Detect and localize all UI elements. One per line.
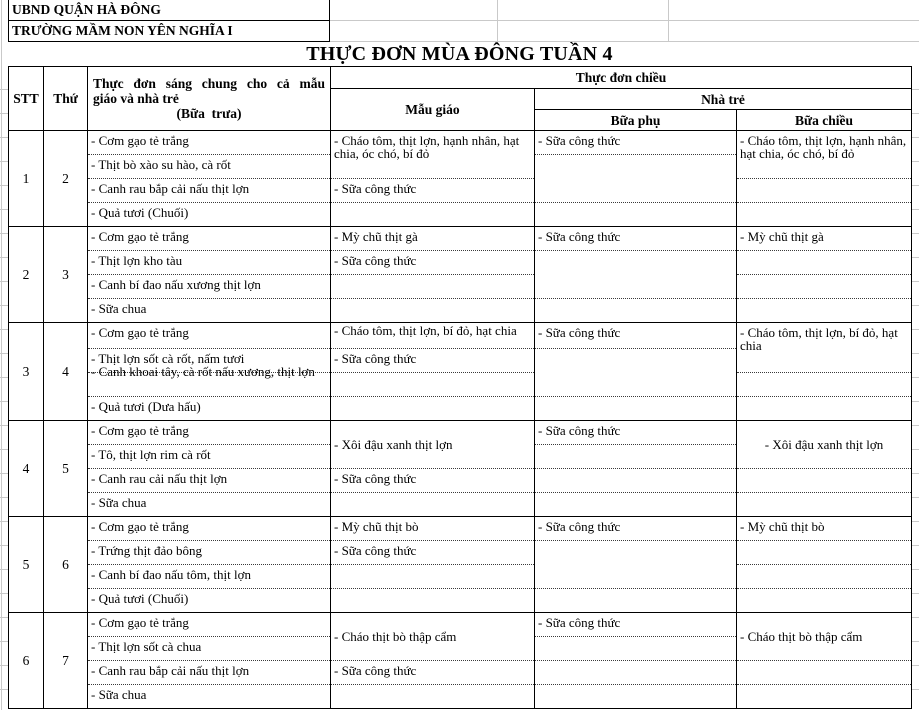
col-header-afternoon[interactable]: Thực đơn chiều: [331, 67, 912, 89]
stt-cell[interactable]: 2: [9, 227, 44, 323]
maugiao-menu-cell[interactable]: [331, 275, 535, 299]
gridline: [912, 66, 919, 710]
buaphu-menu-cell[interactable]: [535, 349, 737, 397]
col-header-morning[interactable]: [88, 67, 331, 131]
menu-item-text: - Sữa công thức: [538, 133, 621, 148]
menu-item-text: - Cháo thịt bò thập cẩm: [740, 629, 863, 644]
menu-item-text: [740, 565, 908, 568]
buachieu-menu-cell[interactable]: [737, 323, 912, 373]
menu-item-text: - Trứng thịt đảo bông: [91, 543, 203, 558]
menu-item-text: [740, 469, 908, 472]
menu-item-text: [538, 589, 733, 592]
buachieu-menu-cell[interactable]: [737, 131, 912, 179]
menu-item-text: - Mỳ chũ thịt gà: [334, 229, 418, 244]
page-title[interactable]: THỰC ĐƠN MÙA ĐÔNG TUẦN 4: [306, 43, 613, 65]
morning-menu-cell[interactable]: [88, 517, 331, 541]
buachieu-menu-cell[interactable]: [737, 565, 912, 589]
menu-item-text: [538, 661, 733, 664]
menu-item-text: - Xôi đậu xanh thịt lợn: [334, 437, 453, 452]
stt-cell[interactable]: 3: [9, 323, 44, 421]
morning-menu-cell[interactable]: [88, 397, 331, 421]
col-header-buachieu[interactable]: Bữa chiều: [737, 110, 912, 131]
menu-item-text: [334, 397, 531, 400]
maugiao-menu-cell[interactable]: [331, 589, 535, 613]
day-cell[interactable]: 2: [44, 131, 88, 227]
menu-item-text: [740, 299, 908, 302]
menu-item-text: - Cơm gạo tẻ trắng: [91, 229, 189, 244]
menu-item-text: [740, 397, 908, 400]
menu-item-text: [538, 637, 733, 640]
menu-item-text: - Cháo tôm, thịt lợn, bí đỏ, hạt chia: [740, 325, 898, 353]
gridline: [497, 0, 498, 42]
gridline: [330, 20, 919, 21]
maugiao-menu-cell[interactable]: [331, 685, 535, 709]
morning-menu-cell[interactable]: [88, 299, 331, 323]
maugiao-menu-cell[interactable]: [331, 661, 535, 685]
buachieu-menu-cell[interactable]: [737, 613, 912, 661]
menu-item-text: - Sữa công thức: [334, 663, 417, 678]
buachieu-menu-cell[interactable]: [737, 661, 912, 685]
menu-item-text: - Sữa công thức: [538, 229, 621, 244]
menu-item-text: [538, 685, 733, 688]
col-header-thu[interactable]: Thứ: [44, 67, 88, 131]
menu-item-text: [334, 685, 531, 688]
menu-item-text: - Sữa công thức: [334, 543, 417, 558]
menu-item-text: [334, 203, 531, 206]
menu-item-text: - Canh bí đao nấu tôm, thịt lợn: [91, 567, 251, 582]
maugiao-menu-cell[interactable]: [331, 349, 535, 373]
menu-item-text: [740, 373, 908, 376]
morning-menu-cell[interactable]: [88, 565, 331, 589]
morning-menu-cell[interactable]: [88, 469, 331, 493]
maugiao-menu-cell[interactable]: [331, 493, 535, 517]
gridline: [668, 0, 669, 42]
maugiao-menu-cell[interactable]: [331, 203, 535, 227]
menu-item-text: [740, 541, 908, 544]
morning-menu-cell[interactable]: [88, 661, 331, 685]
morning-menu-cell[interactable]: [88, 364, 331, 397]
buaphu-menu-cell[interactable]: [535, 251, 737, 299]
buaphu-menu-cell[interactable]: [535, 589, 737, 613]
buaphu-menu-cell[interactable]: [535, 323, 737, 349]
maugiao-menu-cell[interactable]: [331, 299, 535, 323]
day-cell[interactable]: 5: [44, 421, 88, 517]
buachieu-menu-cell[interactable]: [737, 589, 912, 613]
morning-menu-cell[interactable]: [88, 251, 331, 275]
menu-item-text: [538, 541, 733, 544]
menu-item-text: - Sữa công thức: [334, 253, 417, 268]
buachieu-menu-cell[interactable]: [737, 421, 912, 469]
buaphu-menu-cell[interactable]: [535, 661, 737, 685]
menu-item-text: - Sữa công thức: [334, 471, 417, 486]
col-header-stt[interactable]: STT: [9, 67, 44, 131]
buachieu-menu-cell[interactable]: [737, 227, 912, 251]
org-header-box: [8, 0, 330, 42]
stt-cell[interactable]: 4: [9, 421, 44, 517]
buaphu-menu-cell[interactable]: [535, 299, 737, 323]
menu-item-text: [538, 203, 733, 206]
menu-item-text: [538, 397, 733, 400]
day-cell[interactable]: 4: [44, 323, 88, 421]
menu-item-text: - Cháo tôm, thịt lợn, hạnh nhân, hạt chia, óc chó, bí đỏ: [334, 133, 520, 161]
buachieu-menu-cell[interactable]: [737, 397, 912, 421]
buachieu-menu-cell[interactable]: [737, 179, 912, 203]
menu-item-text: [740, 661, 908, 664]
menu-item-text: - Canh rau bắp cải nấu thịt lợn: [91, 663, 250, 678]
menu-item-text: [740, 203, 908, 206]
day-cell[interactable]: 3: [44, 227, 88, 323]
morning-menu-cell[interactable]: [88, 323, 331, 349]
menu-item-text: - Cơm gạo tẻ trắng: [91, 325, 189, 340]
menu-item-text: [740, 251, 908, 254]
morning-menu-cell[interactable]: [88, 541, 331, 565]
morning-menu-cell[interactable]: [88, 155, 331, 179]
menu-table: [8, 66, 912, 709]
menu-item-text: - Sữa công thức: [538, 423, 621, 438]
menu-item-text: - Mỳ chũ thịt gà: [740, 229, 824, 244]
col-header-maugiao[interactable]: Mẫu giáo: [331, 89, 535, 131]
buaphu-menu-cell[interactable]: [535, 155, 737, 203]
col-header-nhatre[interactable]: Nhà trẻ: [535, 89, 912, 110]
morning-menu-cell[interactable]: [88, 589, 331, 613]
buachieu-menu-cell[interactable]: [737, 373, 912, 397]
menu-item-text: - Canh bí đao nấu xương thịt lợn: [91, 277, 261, 292]
menu-item-text: - Tô, thịt lợn rim cà rốt: [91, 447, 211, 462]
buaphu-menu-cell[interactable]: [535, 203, 737, 227]
menu-item-text: - Quả tươi (Dưa hấu): [91, 399, 201, 414]
menu-item-text: - Cơm gạo tẻ trắng: [91, 423, 189, 438]
maugiao-menu-cell[interactable]: [331, 541, 535, 565]
menu-item-text: - Sữa công thức: [538, 615, 621, 630]
menu-item-text: [538, 469, 733, 472]
morning-menu-cell[interactable]: [88, 613, 331, 637]
menu-item-text: - Cơm gạo tẻ trắng: [91, 519, 189, 534]
stt-cell[interactable]: 5: [9, 517, 44, 613]
morning-menu-cell[interactable]: [88, 685, 331, 709]
buaphu-menu-cell[interactable]: [535, 227, 737, 251]
maugiao-menu-cell[interactable]: [331, 323, 535, 349]
buachieu-menu-cell[interactable]: [737, 299, 912, 323]
menu-item-text: - Sữa chua: [91, 687, 147, 702]
maugiao-menu-cell[interactable]: [331, 227, 535, 251]
buachieu-menu-cell[interactable]: [737, 517, 912, 541]
menu-item-text: [334, 299, 531, 302]
menu-item-text: - Sữa công thức: [538, 519, 621, 534]
org-line-2[interactable]: TRƯỜNG MẦM NON YÊN NGHĨA I: [12, 23, 233, 38]
menu-item-text: [334, 589, 531, 592]
buaphu-menu-cell[interactable]: [535, 685, 737, 709]
maugiao-menu-cell[interactable]: [331, 565, 535, 589]
morning-header-line2: giáo và nhà trẻ: [93, 91, 179, 106]
morning-menu-cell[interactable]: [88, 203, 331, 227]
buachieu-menu-cell[interactable]: [737, 203, 912, 227]
morning-menu-cell[interactable]: [88, 227, 331, 251]
org-line-1[interactable]: UBND QUẬN HÀ ĐÔNG: [9, 0, 329, 21]
maugiao-menu-cell[interactable]: [331, 373, 535, 397]
menu-item-text: - Thịt bò xào su hào, cà rốt: [91, 157, 231, 172]
menu-item-text: - Cơm gạo tẻ trắng: [91, 615, 189, 630]
menu-item-text: [538, 251, 733, 254]
col-header-buaphu[interactable]: Bữa phụ: [535, 110, 737, 131]
buachieu-menu-cell[interactable]: [737, 685, 912, 709]
menu-item-text: - Cháo tôm, thịt lợn, hạnh nhân, hạt chia, óc chó, bí đỏ: [740, 133, 907, 161]
menu-item-text: - Sữa công thức: [334, 351, 417, 366]
day-cell[interactable]: 7: [44, 613, 88, 709]
buachieu-menu-cell[interactable]: [737, 275, 912, 299]
menu-item-text: - Mỳ chũ thịt bò: [334, 519, 419, 534]
buaphu-menu-cell[interactable]: [535, 469, 737, 493]
menu-item-text: [538, 445, 733, 448]
menu-item-text: [334, 565, 531, 568]
buachieu-menu-cell[interactable]: [737, 251, 912, 275]
menu-item-text: [740, 275, 908, 278]
morning-menu-cell[interactable]: [88, 275, 331, 299]
menu-item-text: [740, 685, 908, 688]
menu-item-text: - Cháo thịt bò thập cẩm: [334, 629, 457, 644]
morning-menu-cell[interactable]: [88, 131, 331, 155]
morning-header-line1: Thực đơn sáng chung cho cả mẫu: [93, 76, 325, 91]
menu-item-text: - Xôi đậu xanh thịt lợn: [764, 437, 884, 452]
morning-menu-cell[interactable]: [88, 493, 331, 517]
buaphu-menu-cell[interactable]: [535, 421, 737, 445]
maugiao-menu-cell[interactable]: [331, 131, 535, 179]
menu-item-text: [740, 179, 908, 182]
day-cell[interactable]: 6: [44, 517, 88, 613]
menu-item-text: - Quả tươi (Chuối): [91, 205, 189, 220]
menu-item-text: [334, 493, 531, 496]
morning-menu-cell[interactable]: [88, 179, 331, 203]
buaphu-menu-cell[interactable]: [535, 397, 737, 421]
menu-item-text: - Mỳ chũ thịt bò: [740, 519, 825, 534]
menu-item-text: - Quả tươi (Chuối): [91, 591, 189, 606]
menu-item-text: - Canh khoai tây, cà rốt nấu xương, thịt lợn: [91, 364, 315, 379]
buachieu-menu-cell[interactable]: [737, 469, 912, 493]
maugiao-menu-cell[interactable]: [331, 613, 535, 661]
menu-item-text: [538, 299, 733, 302]
buaphu-menu-cell[interactable]: [535, 131, 737, 155]
buaphu-menu-cell[interactable]: [535, 517, 737, 541]
buaphu-menu-cell[interactable]: [535, 493, 737, 517]
buaphu-menu-cell[interactable]: [535, 541, 737, 589]
menu-item-text: [334, 373, 531, 376]
buachieu-menu-cell[interactable]: [737, 493, 912, 517]
stt-cell[interactable]: 1: [9, 131, 44, 227]
buaphu-menu-cell[interactable]: [535, 445, 737, 469]
menu-item-text: [538, 349, 733, 352]
menu-item-text: - Canh rau cải nấu thịt lợn: [91, 471, 228, 486]
menu-item-text: - Sữa công thức: [538, 325, 621, 340]
menu-item-text: - Thịt lợn sốt cà chua: [91, 639, 202, 654]
maugiao-menu-cell[interactable]: [331, 517, 535, 541]
buaphu-menu-cell[interactable]: [535, 637, 737, 661]
morning-menu-cell[interactable]: [88, 421, 331, 445]
menu-item-text: - Cơm gạo tẻ trắng: [91, 133, 189, 148]
morning-header-line3: (Bữa trưa): [176, 106, 242, 121]
menu-item-text: [538, 493, 733, 496]
menu-item-text: - Canh rau bắp cải nấu thịt lợn: [91, 181, 250, 196]
morning-menu-cell[interactable]: [88, 445, 331, 469]
menu-item-text: - Sữa chua: [91, 495, 147, 510]
maugiao-menu-cell[interactable]: [331, 469, 535, 493]
gridline: [0, 66, 8, 710]
menu-item-text: [740, 589, 908, 592]
menu-item-text: - Thịt lợn kho tàu: [91, 253, 183, 268]
stt-cell[interactable]: 6: [9, 613, 44, 709]
menu-item-text: - Thịt lợn sốt cà rốt, nấm tươi: [91, 351, 245, 366]
menu-item-text: [740, 493, 908, 496]
maugiao-menu-cell[interactable]: [331, 397, 535, 421]
menu-item-text: [334, 275, 531, 278]
maugiao-menu-cell[interactable]: [331, 179, 535, 203]
menu-item-text: - Cháo tôm, thịt lợn, bí đỏ, hạt chia: [334, 323, 517, 338]
maugiao-menu-cell[interactable]: [331, 251, 535, 275]
buaphu-menu-cell[interactable]: [535, 613, 737, 637]
menu-item-text: - Sữa công thức: [334, 181, 417, 196]
menu-item-text: [538, 155, 733, 158]
maugiao-menu-cell[interactable]: [331, 421, 535, 469]
buachieu-menu-cell[interactable]: [737, 541, 912, 565]
menu-item-text: - Sữa chua: [91, 301, 147, 316]
morning-menu-cell[interactable]: [88, 637, 331, 661]
